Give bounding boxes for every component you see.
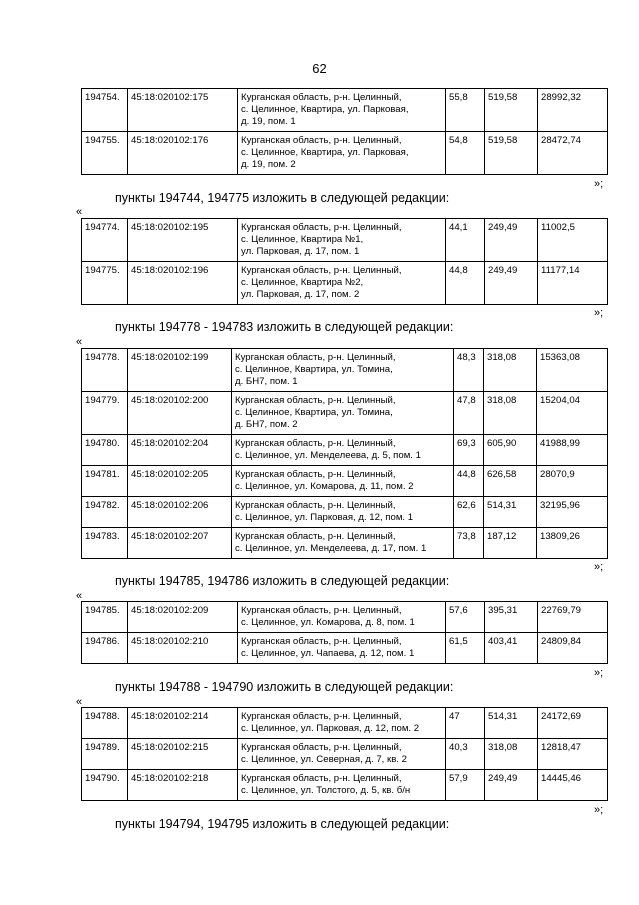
rate: 249,49 — [485, 262, 538, 305]
close-quote: »; — [594, 178, 604, 190]
value: 13809,26 — [537, 528, 608, 559]
value: 11002,5 — [538, 219, 608, 262]
open-quote: « — [76, 206, 83, 218]
address: Курганская область, р-н. Целинный, с. Целинное, ул. Менделеева, д. 17, пом. 1 — [232, 528, 454, 559]
item-number: 194780. — [82, 435, 128, 466]
value: 28070,9 — [537, 466, 608, 497]
registry-table — [81, 707, 608, 801]
cadastral-number: 45:18:020102:207 — [128, 528, 232, 559]
cadastral-number: 45:18:020102:195 — [128, 219, 238, 262]
item-number: 194790. — [82, 770, 128, 801]
rate: 249,49 — [485, 219, 538, 262]
area: 73,8 — [454, 528, 484, 559]
table-row — [82, 435, 608, 466]
cadastral-number: 45:18:020102:200 — [128, 392, 232, 435]
rate: 395,31 — [485, 602, 538, 633]
table-row — [82, 89, 608, 132]
close-quote: »; — [594, 561, 604, 573]
value: 32195,96 — [537, 497, 608, 528]
cadastral-number: 45:18:020102:205 — [128, 466, 232, 497]
item-number: 194788. — [82, 708, 128, 739]
value: 15363,08 — [537, 349, 608, 392]
value: 15204,04 — [537, 392, 608, 435]
cadastral-number: 45:18:020102:204 — [128, 435, 232, 466]
amendment-paragraph: пункты 194744, 194775 изложить в следующей редакции: — [115, 191, 450, 205]
rate: 318,08 — [484, 392, 537, 435]
page-number: 62 — [312, 61, 327, 76]
rate: 318,08 — [485, 739, 538, 770]
cadastral-number: 45:18:020102:176 — [128, 132, 238, 175]
rate: 519,58 — [485, 132, 538, 175]
address: Курганская область, р-н. Целинный, с. Целинное, ул. Парковая, д. 12, пом. 1 — [232, 497, 454, 528]
item-number: 194774. — [82, 219, 128, 262]
table-row — [82, 497, 608, 528]
address: Курганская область, р-н. Целинный, с. Целинное, Квартира, ул. Томина, д. БН7, пом. 2 — [232, 392, 454, 435]
table-row — [82, 392, 608, 435]
area: 57,6 — [446, 602, 485, 633]
cadastral-number: 45:18:020102:214 — [128, 708, 238, 739]
open-quote: « — [76, 696, 83, 708]
item-number: 194778. — [82, 349, 128, 392]
item-number: 194789. — [82, 739, 128, 770]
value: 12818,47 — [538, 739, 608, 770]
close-quote: »; — [594, 307, 604, 319]
rate: 318,08 — [484, 349, 537, 392]
rate: 626,58 — [484, 466, 537, 497]
cadastral-number: 45:18:020102:218 — [128, 770, 238, 801]
area: 40,3 — [446, 739, 485, 770]
rate: 519,58 — [485, 89, 538, 132]
address: Курганская область, р-н. Целинный, с. Целинное, ул. Толстого, д. 5, кв. б/н — [238, 770, 446, 801]
area: 44,1 — [446, 219, 485, 262]
rate: 187,12 — [484, 528, 537, 559]
area: 48,3 — [454, 349, 484, 392]
value: 24809,84 — [538, 633, 608, 664]
item-number: 194775. — [82, 262, 128, 305]
rate: 249,49 — [485, 770, 538, 801]
address: Курганская область, р-н. Целинный, с. Целинное, Квартира, ул. Парковая, д. 19, пом. 2 — [238, 132, 446, 175]
table-row — [82, 739, 608, 770]
area: 61,5 — [446, 633, 485, 664]
item-number: 194755. — [82, 132, 128, 175]
close-quote: »; — [594, 667, 604, 679]
close-quote: »; — [594, 804, 604, 816]
value: 11177,14 — [538, 262, 608, 305]
cadastral-number: 45:18:020102:175 — [128, 89, 238, 132]
table-row — [82, 219, 608, 262]
address: Курганская область, р-н. Целинный, с. Целинное, Квартира №1, ул. Парковая, д. 17, пом. 1 — [238, 219, 446, 262]
item-number: 194782. — [82, 497, 128, 528]
cadastral-number: 45:18:020102:215 — [128, 739, 238, 770]
item-number: 194779. — [82, 392, 128, 435]
address: Курганская область, р-н. Целинный, с. Целинное, ул. Комарова, д. 11, пом. 2 — [232, 466, 454, 497]
table-row — [82, 349, 608, 392]
open-quote: « — [76, 590, 83, 602]
item-number: 194786. — [82, 633, 128, 664]
item-number: 194783. — [82, 528, 128, 559]
table-row — [82, 633, 608, 664]
table-row — [82, 708, 608, 739]
address: Курганская область, р-н. Целинный, с. Целинное, ул. Северная, д. 7, кв. 2 — [238, 739, 446, 770]
rate: 514,31 — [485, 708, 538, 739]
value: 28472,74 — [538, 132, 608, 175]
table-row — [82, 262, 608, 305]
table-row — [82, 602, 608, 633]
value: 41988,99 — [537, 435, 608, 466]
address: Курганская область, р-н. Целинный, с. Целинное, Квартира №2, ул. Парковая, д. 17, пом. 2 — [238, 262, 446, 305]
cadastral-number: 45:18:020102:206 — [128, 497, 232, 528]
item-number: 194781. — [82, 466, 128, 497]
amendment-paragraph: пункты 194785, 194786 изложить в следующей редакции: — [115, 574, 450, 588]
rate: 605,90 — [484, 435, 537, 466]
registry-table — [81, 348, 608, 559]
value: 22769,79 — [538, 602, 608, 633]
cadastral-number: 45:18:020102:196 — [128, 262, 238, 305]
address: Курганская область, р-н. Целинный, с. Целинное, ул. Комарова, д. 8, пом. 1 — [238, 602, 446, 633]
table-row — [82, 466, 608, 497]
value: 14445,46 — [538, 770, 608, 801]
address: Курганская область, р-н. Целинный, с. Целинное, ул. Менделеева, д. 5, пом. 1 — [232, 435, 454, 466]
registry-table — [81, 218, 608, 305]
area: 44,8 — [446, 262, 485, 305]
address: Курганская область, р-н. Целинный, с. Целинное, ул. Парковая, д. 12, пом. 2 — [238, 708, 446, 739]
value: 24172,69 — [538, 708, 608, 739]
area: 54,8 — [446, 132, 485, 175]
address: Курганская область, р-н. Целинный, с. Целинное, Квартира, ул. Парковая, д. 19, пом. 1 — [238, 89, 446, 132]
area: 47 — [446, 708, 485, 739]
amendment-paragraph: пункты 194794, 194795 изложить в следующей редакции: — [115, 817, 450, 831]
address: Курганская область, р-н. Целинный, с. Целинное, Квартира, ул. Томина, д. БН7, пом. 1 — [232, 349, 454, 392]
rate: 403,41 — [485, 633, 538, 664]
area: 69,3 — [454, 435, 484, 466]
area: 47,8 — [454, 392, 484, 435]
item-number: 194754. — [82, 89, 128, 132]
registry-table — [81, 601, 608, 664]
area: 62,6 — [454, 497, 484, 528]
rate: 514,31 — [484, 497, 537, 528]
open-quote: « — [76, 336, 83, 348]
table-row — [82, 770, 608, 801]
cadastral-number: 45:18:020102:210 — [128, 633, 238, 664]
item-number: 194785. — [82, 602, 128, 633]
area: 44,8 — [454, 466, 484, 497]
cadastral-number: 45:18:020102:199 — [128, 349, 232, 392]
table-row — [82, 132, 608, 175]
table-row — [82, 528, 608, 559]
cadastral-number: 45:18:020102:209 — [128, 602, 238, 633]
registry-table — [81, 88, 608, 175]
amendment-paragraph: пункты 194788 - 194790 изложить в следующей редакции: — [115, 680, 454, 694]
area: 55,8 — [446, 89, 485, 132]
amendment-paragraph: пункты 194778 - 194783 изложить в следующей редакции: — [115, 320, 454, 334]
value: 28992,32 — [538, 89, 608, 132]
area: 57,9 — [446, 770, 485, 801]
address: Курганская область, р-н. Целинный, с. Целинное, ул. Чапаева, д. 12, пом. 1 — [238, 633, 446, 664]
